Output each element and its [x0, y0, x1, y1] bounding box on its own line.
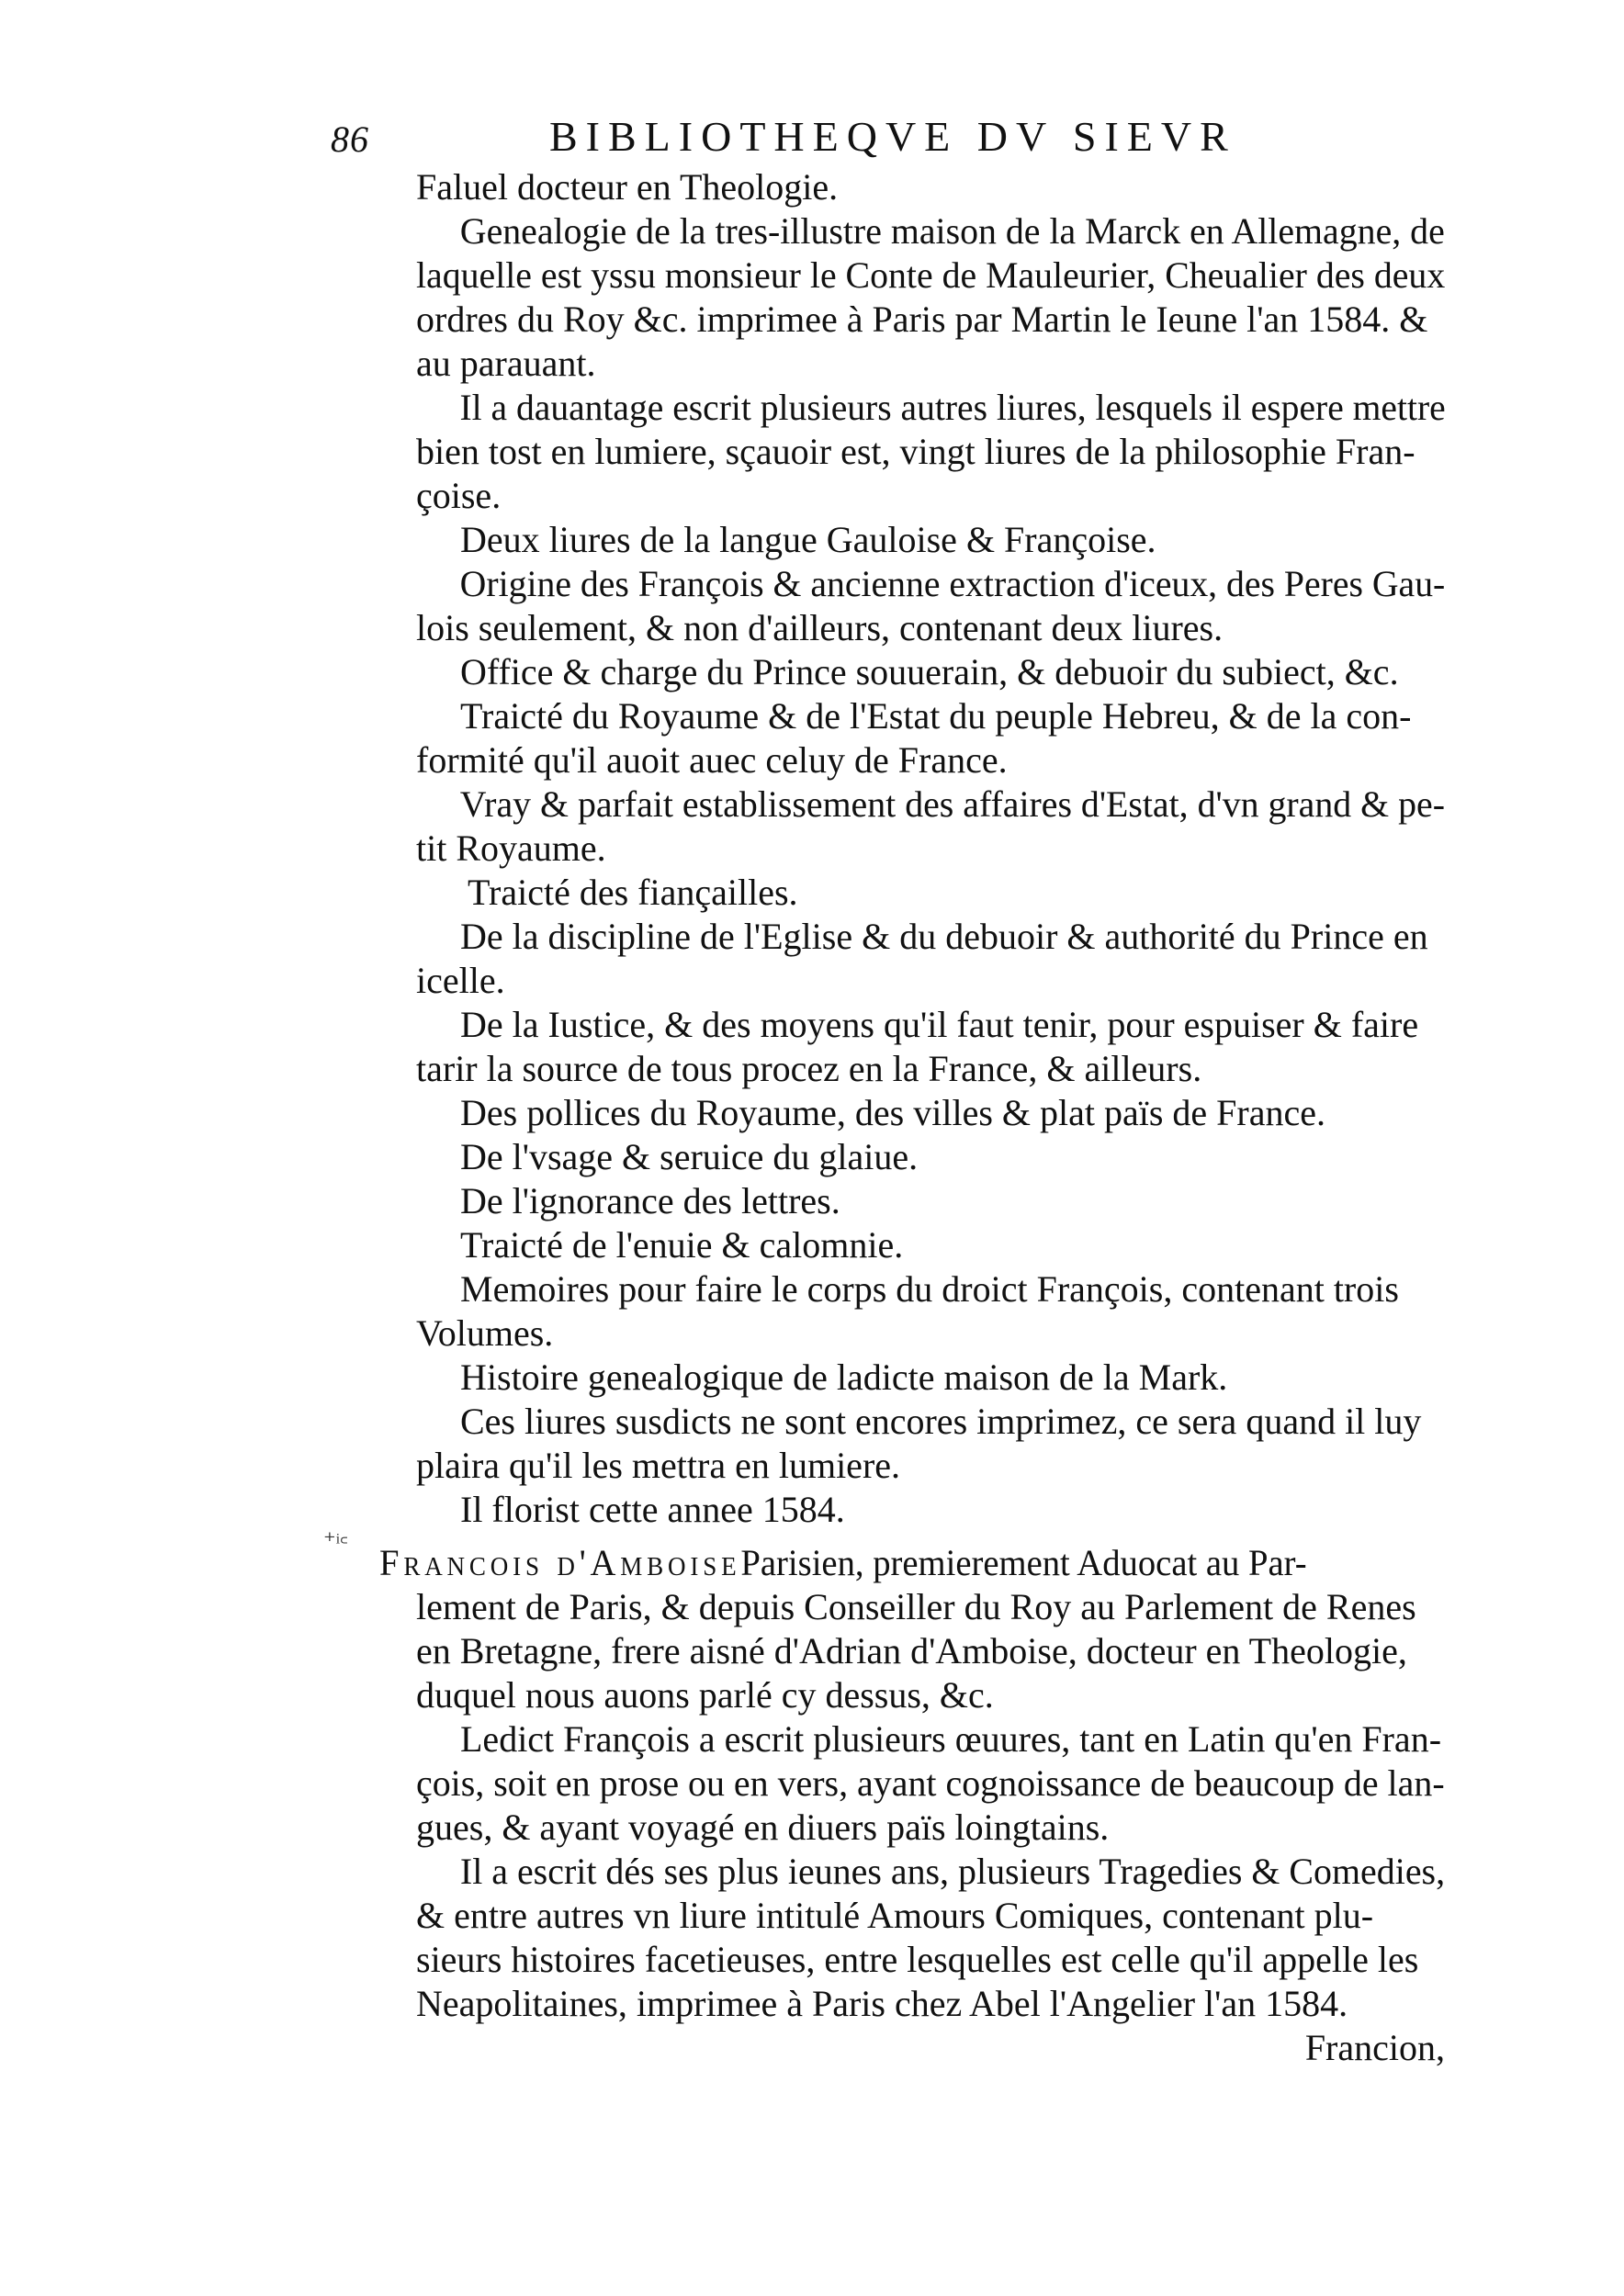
text-line: Office & charge du Prince souuerain, & debuoir du subiect, &c.	[460, 651, 1399, 692]
text-line: Deux liures de la langue Gauloise & Françoise.	[460, 519, 1156, 560]
page-number: 86	[331, 118, 369, 160]
text-line: çoise.	[416, 475, 502, 516]
text-line: duquel nous auons parlé cy dessus, &c.	[416, 1674, 994, 1716]
text-line: icelle.	[416, 960, 505, 1001]
text-line: & entre autres vn liure intitulé Amours Comiques, contenant plu-	[416, 1895, 1374, 1936]
text-line: formité qu'il auoit auec celuy de France.	[416, 739, 1008, 781]
text-line: Traicté du Royaume & de l'Estat du peuple Hebreu, & de la con-	[460, 695, 1412, 737]
text-line: gues, & ayant voyagé en diuers païs loingtains.	[416, 1806, 1110, 1848]
text-line: Il a dauantage escrit plusieurs autres liures, lesquels il espere mettre	[459, 387, 1446, 428]
text-line: De la discipline de l'Eglise & du debuoir & authorité du Prince en	[460, 916, 1428, 957]
entry-first-line-rest: Parisien, premierement Aduocat au Par-	[740, 1542, 1307, 1583]
text-line: plaira qu'il les mettra en lumiere.	[416, 1445, 901, 1486]
text-line: en Bretagne, frere aisné d'Adrian d'Amboise, docteur en Theologie,	[416, 1630, 1407, 1671]
text-line: Volumes.	[416, 1312, 554, 1354]
text-line: Il florist cette annee 1584.	[460, 1489, 845, 1530]
text-line: çois, soit en prose ou en vers, ayant cognoissance de beaucoup de lan-	[416, 1762, 1445, 1804]
text-line: De l'vsage & seruice du glaiue.	[460, 1136, 919, 1177]
text-line: Il a escrit dés ses plus ieunes ans, plusieurs Tragedies & Comedies,	[459, 1851, 1446, 1892]
text-line: Histoire genealogique de ladicte maison de la Mark.	[460, 1356, 1228, 1398]
entry-gap	[416, 1532, 1445, 1541]
text-line: Des pollices du Royaume, des villes & plat païs de France.	[460, 1092, 1326, 1133]
text-line: Faluel docteur en Theologie.	[416, 166, 839, 208]
text-line: tarir la source de tous procez en la France, & ailleurs.	[416, 1048, 1202, 1089]
text-line: De l'ignorance des lettres.	[460, 1180, 840, 1221]
text-line: Genealogie de la tres-illustre maison de la Marck en Allemagne, de	[459, 210, 1445, 252]
text-line: Origine des François & ancienne extraction d'iceux, des Peres Gau-	[459, 563, 1446, 604]
text-line: Ces liures susdicts ne sont encores imprimez, ce sera quand il luy	[460, 1401, 1422, 1442]
text-line: Traicté des fiançailles.	[468, 872, 798, 913]
text-line: laquelle est yssu monsieur le Conte de Mauleurier, Cheualier des deux	[416, 254, 1446, 296]
text-line: lement de Paris, & depuis Conseiller du Roy au Parlement de Renes	[416, 1586, 1416, 1627]
text-line: Traicté de l'enuie & calomnie.	[460, 1224, 904, 1266]
text-line: sieurs histoires facetieuses, entre lesquelles est celle qu'il appelle les	[416, 1939, 1419, 1980]
text-line: Ledict François a escrit plusieurs œuures, tant en Latin qu'en Fran-	[460, 1718, 1442, 1760]
entry-first-line	[379, 1541, 1409, 1585]
text-line: Vray & parfait establissement des affaires d'Estat, d'vn grand & pe-	[459, 783, 1445, 825]
marginal-mark: ₊ᵢ꜀	[323, 1520, 348, 1547]
text-line: lois seulement, & non d'ailleurs, contenant deux liures.	[416, 607, 1224, 648]
running-title: BIBLIOTHEQVE DV SIEVR	[549, 113, 1236, 160]
text-line: Memoires pour faire le corps du droict François, contenant trois	[460, 1268, 1399, 1310]
text-line: au parauant.	[416, 343, 596, 384]
text-line: ordres du Roy &c. imprimee à Paris par Martin le Ieune l'an 1584. &	[416, 298, 1428, 340]
catchword: Francion,	[1304, 2027, 1445, 2068]
text-line: tit Royaume.	[416, 827, 606, 869]
text-line: Neapolitaines, imprimee à Paris chez Abel l'Angelier l'an 1584.	[416, 1983, 1348, 2024]
text-line: bien tost en lumiere, sçauoir est, vingt liures de la philosophie Fran-	[416, 431, 1415, 472]
entry-name: Francois d'Amboise	[379, 1542, 741, 1583]
main-text	[379, 165, 1446, 2070]
page-header	[0, 108, 1624, 163]
text-line: De la Iustice, & des moyens qu'il faut tenir, pour espuiser & faire	[460, 1004, 1419, 1045]
